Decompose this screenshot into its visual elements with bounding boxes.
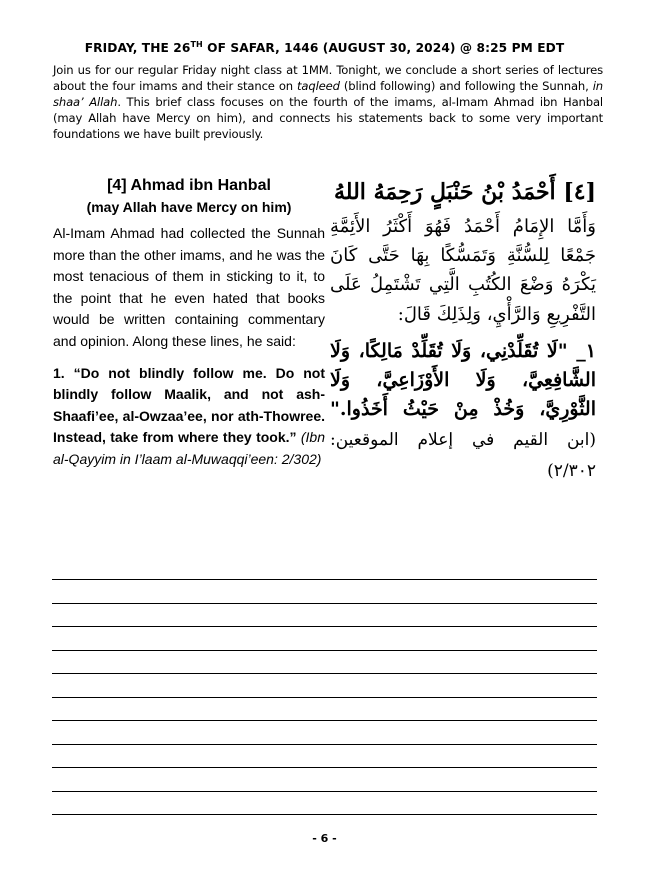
- note-line: [52, 697, 597, 698]
- quote-citation: (Ibn al-Qayyim in I’laam al-Muwaqqi’een: 2/302): [53, 429, 325, 467]
- note-line: [52, 814, 597, 815]
- note-line: [52, 673, 597, 674]
- quote-text: 1. “Do not blindly follow me. Do not blindly follow Maalik, and not ash-Shaafi’ee, al-Owzaa’ee, nor ath-Thowree. Instead, take from where they took.”: [53, 364, 325, 446]
- page-number: - 6 -: [312, 832, 337, 845]
- note-line: [52, 720, 597, 721]
- english-column: [53, 175, 325, 471]
- page-title: [0, 40, 649, 55]
- arabic-body: وَأَمَّا الإِمَامُ أَحْمَدُ فَهُوَ أَكْثَرُ الأَئِمَّةِ جَمْعًا لِلسُّنَّةِ وَتَمَسُّكًا بِهَا حَتَّى كَانَ يَكْرَهُ وَضْعَ الكُتُبِ الَّتِي تَشْتَمِلُ عَلَى التَّفْرِيعِ وَالرَّأْيِ، وَلِذَلِكَ قَالَ:: [330, 216, 596, 325]
- title-text-rest: OF SAFAR, 1446 (AUGUST 30, 2024) @ 8:25 PM EDT: [202, 41, 565, 56]
- arabic-reference: (ابن القيم في إعلام الموقعين: ٢/٣٠٢): [330, 430, 596, 481]
- arabic-column: [330, 172, 596, 486]
- arabic-quote: [330, 337, 596, 486]
- intro-text: (blind following) and following the Sunnah,: [339, 79, 593, 93]
- english-section-subtitle: (may Allah have Mercy on him): [86, 199, 292, 215]
- note-line: [52, 650, 597, 651]
- note-line: [52, 626, 597, 627]
- note-line: [52, 579, 597, 580]
- title-text: FRIDAY, THE 26: [84, 41, 191, 56]
- note-line: [52, 603, 597, 604]
- arabic-section-title: [٤] أَحْمَدُ بْنُ حَنْبَلٍ رَحِمَهُ اللهُ: [334, 179, 596, 205]
- intro-text: Join us for our regular Friday night class at 1MM. Tonight, we conclude a short series of lectures about the four imams and their stance on: [53, 63, 603, 93]
- intro-term: in shaa’ Allah: [53, 79, 603, 109]
- notes-lines: [52, 579, 597, 838]
- note-line: [52, 791, 597, 792]
- title-ordinal: TH: [190, 40, 203, 49]
- english-quote: [53, 363, 325, 471]
- intro-paragraph: [53, 62, 603, 142]
- intro-term: taqleed: [297, 79, 340, 93]
- note-line: [52, 744, 597, 745]
- note-line: [52, 767, 597, 768]
- english-body: Al-Imam Ahmad had collected the Sunnah more than the other imams, and he was the most tenacious of them in sticking to it, to the point that he even hated that books would be written containing commentary and opinion. Along these lines, he said:: [53, 225, 325, 349]
- arabic-quote-text: ١_ "لَا تُقَلِّدْنِي، وَلَا تُقَلِّدْ مَالِكًا، وَلَا الشَّافِعِيَّ، وَلَا الأَوْزَاعِيَّ، وَلَا الثَّوْرِيَّ، وَخُذْ مِنْ حَيْثُ أَخَذُوا.": [330, 339, 596, 421]
- english-section-title: [4] Ahmad ibn Hanbal: [107, 177, 271, 194]
- intro-text: . This brief class focuses on the fourth of the imams, al-Imam Ahmad ibn Hanbal (may Allah have Mercy on him), and connects his statements back to some very important foundations we have built previously.: [53, 95, 603, 141]
